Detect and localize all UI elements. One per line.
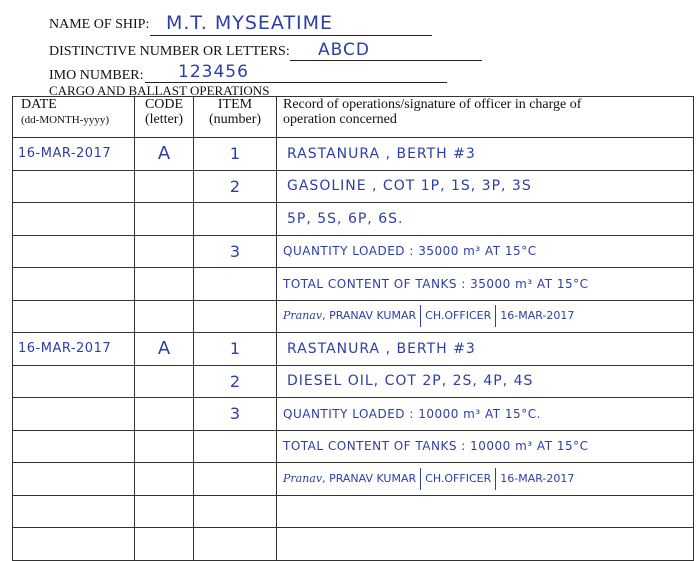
date-cell[interactable] xyxy=(13,235,135,268)
item-cell[interactable]: 2 xyxy=(194,170,277,203)
date-cell[interactable] xyxy=(13,398,135,431)
code-cell[interactable] xyxy=(135,495,194,528)
item-cell[interactable]: 1 xyxy=(194,138,277,171)
code-cell[interactable] xyxy=(135,365,194,398)
signature-scrawl: Pranav xyxy=(283,471,323,485)
code-cell[interactable] xyxy=(135,398,194,431)
log-body xyxy=(13,138,694,561)
distinctive-number-value[interactable]: ABCD xyxy=(318,40,370,60)
ship-name-underline xyxy=(150,35,432,36)
item-cell[interactable] xyxy=(194,495,277,528)
item-cell[interactable] xyxy=(194,463,277,496)
table-row xyxy=(13,463,694,496)
signature-date: 16-MAR-2017 xyxy=(500,309,575,323)
date-cell[interactable] xyxy=(13,170,135,203)
item-cell[interactable]: 3 xyxy=(194,235,277,268)
table-row xyxy=(13,398,694,431)
signature-separator xyxy=(420,305,421,327)
date-cell[interactable] xyxy=(13,528,135,561)
item-cell[interactable] xyxy=(194,203,277,236)
table-row xyxy=(13,365,694,398)
item-cell[interactable]: 3 xyxy=(194,398,277,431)
table-row xyxy=(13,528,694,561)
item-cell[interactable] xyxy=(194,430,277,463)
table-row xyxy=(13,495,694,528)
table-row xyxy=(13,170,694,203)
table-row xyxy=(13,138,694,171)
record-cell[interactable] xyxy=(277,528,694,561)
code-cell[interactable]: A xyxy=(135,138,194,171)
imo-number-label: IMO NUMBER: xyxy=(49,68,144,83)
officer-name: PRANAV KUMAR xyxy=(329,471,417,485)
code-header-text: CODE xyxy=(144,97,184,112)
table-row xyxy=(13,333,694,366)
record-cell[interactable]: RASTANURA , BERTH #3 xyxy=(277,333,694,366)
record-cell[interactable]: RASTANURA , BERTH #3 xyxy=(277,138,694,171)
code-subheader-text: (letter) xyxy=(144,112,184,127)
item-cell[interactable] xyxy=(194,528,277,561)
date-cell[interactable] xyxy=(13,430,135,463)
code-cell[interactable] xyxy=(135,300,194,333)
date-cell[interactable]: 16-MAR-2017 xyxy=(13,138,135,171)
item-cell[interactable]: 2 xyxy=(194,365,277,398)
record-cell[interactable]: 5P, 5S, 6P, 6S. xyxy=(277,203,694,236)
code-cell[interactable] xyxy=(135,203,194,236)
date-cell[interactable] xyxy=(13,365,135,398)
date-cell[interactable] xyxy=(13,300,135,333)
signature-separator xyxy=(420,468,421,490)
item-cell[interactable] xyxy=(194,268,277,301)
record-cell[interactable]: TOTAL CONTENT OF TANKS : 10000 m³ AT 15°C xyxy=(277,430,694,463)
record-cell[interactable]: TOTAL CONTENT OF TANKS : 35000 m³ AT 15°C xyxy=(277,268,694,301)
column-header-record xyxy=(277,97,694,138)
record-cell[interactable]: QUANTITY LOADED : 10000 m³ AT 15°C. xyxy=(277,398,694,431)
code-cell[interactable] xyxy=(135,235,194,268)
table-header-row xyxy=(13,97,694,138)
item-cell[interactable] xyxy=(194,300,277,333)
ship-name-label: NAME OF SHIP: xyxy=(49,17,150,32)
code-cell[interactable] xyxy=(135,430,194,463)
ship-name-value[interactable]: M.T. MYSEATIME xyxy=(166,12,334,34)
record-subheader-text: operation concerned xyxy=(283,112,397,127)
record-header-text: Record of operations/signature of officer in charge of xyxy=(283,97,582,112)
table-row xyxy=(13,268,694,301)
code-cell[interactable] xyxy=(135,463,194,496)
table-row xyxy=(13,430,694,463)
date-cell[interactable]: 16-MAR-2017 xyxy=(13,333,135,366)
officer-rank: CH.OFFICER xyxy=(425,309,492,323)
item-header-text: ITEM xyxy=(217,97,253,112)
date-header-text: DATE xyxy=(21,97,57,112)
code-cell[interactable] xyxy=(135,528,194,561)
date-format-text: (dd-MONTH-yyyy) xyxy=(21,114,109,126)
code-cell[interactable] xyxy=(135,268,194,301)
table-row xyxy=(13,300,694,333)
signature-date: 16-MAR-2017 xyxy=(500,471,575,485)
signature-cell[interactable]: Pranav, PRANAV KUMAR CH.OFFICER 16-MAR-2017 xyxy=(277,463,694,496)
distinctive-number-underline xyxy=(290,60,482,61)
cargo-ballast-log-table xyxy=(12,96,694,561)
signature-cell[interactable]: Pranav, PRANAV KUMAR CH.OFFICER 16-MAR-2017 xyxy=(277,300,694,333)
signature-separator xyxy=(495,468,496,490)
item-subheader-text: (number) xyxy=(208,112,262,127)
date-cell[interactable] xyxy=(13,495,135,528)
record-cell[interactable]: GASOLINE , COT 1P, 1S, 3P, 3S xyxy=(277,170,694,203)
signature-scrawl: Pranav xyxy=(283,309,323,323)
code-cell[interactable] xyxy=(135,170,194,203)
column-header-item xyxy=(194,97,277,138)
date-cell[interactable] xyxy=(13,203,135,236)
distinctive-number-label: DISTINCTIVE NUMBER OR LETTERS: xyxy=(49,44,290,59)
record-cell[interactable]: QUANTITY LOADED : 35000 m³ AT 15°C xyxy=(277,235,694,268)
code-cell[interactable]: A xyxy=(135,333,194,366)
date-cell[interactable] xyxy=(13,463,135,496)
officer-name: PRANAV KUMAR xyxy=(329,309,417,323)
signature-separator xyxy=(495,305,496,327)
date-cell[interactable] xyxy=(13,268,135,301)
imo-number-value[interactable]: 123456 xyxy=(178,62,249,82)
column-header-code xyxy=(135,97,194,138)
item-cell[interactable]: 1 xyxy=(194,333,277,366)
table-row xyxy=(13,235,694,268)
section-title: CARGO AND BALLAST OPERATIONS xyxy=(49,83,270,98)
table-row xyxy=(13,203,694,236)
record-cell[interactable]: DIESEL OIL, COT 2P, 2S, 4P, 4S xyxy=(277,365,694,398)
record-cell[interactable] xyxy=(277,495,694,528)
column-header-date xyxy=(13,97,135,138)
officer-rank: CH.OFFICER xyxy=(425,471,492,485)
